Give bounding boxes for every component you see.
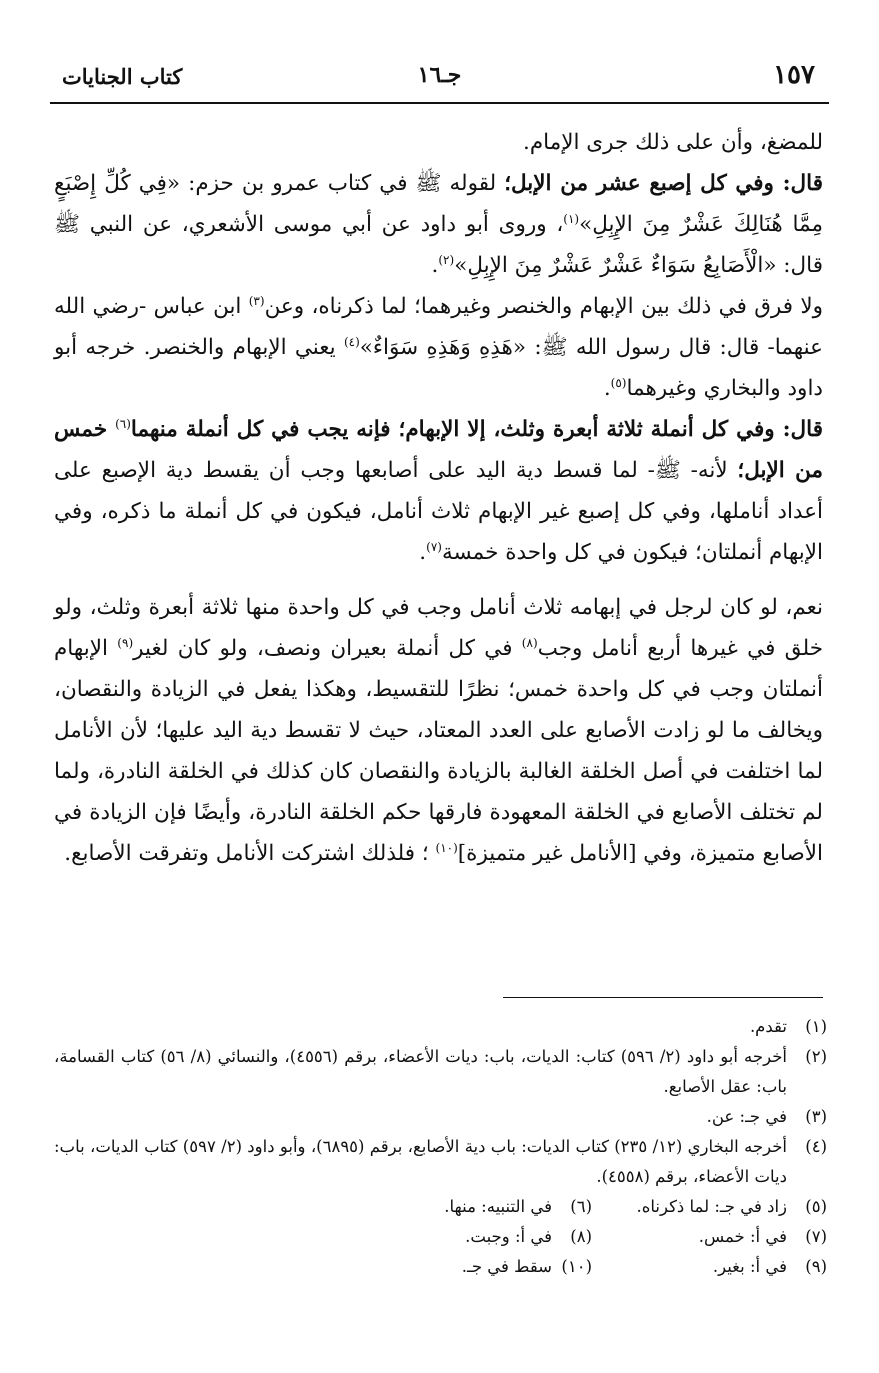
footnote-text: سقط في جـ. — [461, 1257, 552, 1276]
footnote-divider — [503, 997, 823, 998]
paragraph — [54, 122, 823, 163]
text-run: في كل أنملة بعيران ونصف، ولو كان لغير — [133, 636, 522, 661]
footnote-ref: (٧) — [426, 539, 442, 554]
footnote-number: (٤) — [805, 1137, 827, 1156]
text-run: . — [603, 376, 611, 401]
text-run: للمضغ، وأن على ذلك جرى الإمام. — [523, 130, 823, 155]
paragraph — [54, 409, 823, 573]
footnote — [54, 1102, 827, 1132]
footnote — [54, 1132, 827, 1192]
text-run: نعم، لو كان لرجل في إبهامه ثلاث أنامل وجب في كل واحدة منها ثلاثة أبعرة وثلث، ولو خلق في غيرها أربع أنامل وجب — [54, 595, 823, 661]
footnote-ref: (٢) — [438, 252, 455, 267]
text-run: يعني الإبهام والخنصر. خرجه أبو داود والبخاري وغيرهما — [54, 335, 823, 401]
footnote-number: (١) — [805, 1017, 827, 1036]
footnote-number: (٥) — [805, 1197, 827, 1216]
bold-text: قال: وفي كل إصبع عشر من الإبل؛ — [504, 171, 823, 196]
volume-label: جـ١٦ — [417, 62, 462, 88]
footnote-number: (٣) — [805, 1107, 827, 1126]
footnote-number: (٨) — [570, 1227, 592, 1246]
paragraph — [54, 163, 823, 286]
footnote — [592, 1252, 827, 1282]
bold-text: خمس من الإبل؛ — [54, 417, 823, 483]
text-run: ابن عباس -رضي الله عنهما- قال: قال رسول الله ﷺ: «هَذِهِ وَهَذِهِ سَوَاءٌ» — [54, 294, 824, 360]
footnotes — [54, 1012, 827, 1282]
page-header — [50, 58, 829, 98]
footnote-number: (٢) — [805, 1047, 827, 1066]
footnote — [357, 1222, 592, 1252]
text-run: . — [419, 540, 427, 565]
footnote-pair-row — [54, 1192, 827, 1222]
page-number: ١٥٧ — [773, 60, 815, 90]
footnote-text: في التنبيه: منها. — [444, 1197, 552, 1216]
footnote-ref: (٦) — [115, 416, 131, 431]
text-run: ، وروى أبو داود عن أبي موسى الأشعري، عن النبي ﷺ قال: «الْأَصَابِعُ سَوَاءٌ عَشْرٌ عَشْرٌ مِنَ الإِبِلِ» — [54, 212, 823, 278]
chapter-title: كتاب الجنايات — [62, 64, 183, 89]
footnote — [357, 1252, 592, 1282]
text-run: ؛ فلذلك اشتركت الأنامل وتفرقت الأصابع. — [64, 841, 436, 866]
footnote-number: (٦) — [570, 1197, 592, 1216]
footnote-pair-row — [54, 1222, 827, 1252]
footnote — [357, 1192, 592, 1222]
text-run: ولا فرق في ذلك بين الإبهام والخنصر وغيرهما؛ لما ذكرناه، وعن — [264, 294, 823, 319]
footnote — [54, 1042, 827, 1102]
footnote-text: في أ: خمس. — [698, 1227, 787, 1246]
footnote-ref: (١٠) — [435, 840, 458, 855]
footnote — [592, 1192, 827, 1222]
header-divider — [50, 102, 829, 104]
text-run: الإبهام أنملتان وجب في كل واحدة خمس؛ نظرًا للتقسيط، وهكذا يفعل في الزيادة والنقصان، ويخالف ما لو زادت الأصابع على العدد المعتاد، حيث لا تقسط دية اليد عليها؛ لأن الأنامل لما اختلفت في أصل الخلقة الغالبة بالزيادة والنقصان كان كذلك في الخلقة النادرة، ولما لم تختلف الأصابع في الخلقة المعهودة فارقها حكم الخلقة النادرة، وأيضًا فإن الزيادة في الأصابع متميزة، وفي [الأنامل غير متميزة] — [54, 636, 823, 866]
footnote-ref: (٨) — [521, 635, 538, 650]
footnote-ref: (٥) — [610, 375, 627, 390]
footnote-number: (١٠) — [561, 1257, 592, 1276]
footnote-text: أخرجه البخاري (١٢/ ٢٣٥) كتاب الديات: باب دية الأصابع، برقم (٦٨٩٥)، وأبو داود (٢/ ٥٩٧) كتاب الديات، باب: ديات الأعضاء، برقم (٤٥٥٨). — [54, 1137, 788, 1186]
footnote-number: (٩) — [805, 1257, 827, 1276]
footnote-text: تقدم. — [749, 1017, 787, 1036]
paragraph — [54, 587, 823, 874]
paragraph — [54, 286, 823, 409]
footnote — [54, 1012, 827, 1042]
footnote-text: أخرجه أبو داود (٢/ ٥٩٦) كتاب: الديات، باب: ديات الأعضاء، برقم (٤٥٥٦)، والنسائي (٨/ ٥٦) كتاب القسامة، باب: عقل الأصابع. — [54, 1047, 787, 1096]
footnote-text: زاد في جـ: لما ذكرناه. — [636, 1197, 787, 1216]
footnote-ref: (١) — [563, 211, 580, 226]
text-run: لقوله ﷺ في كتاب عمرو بن حزم: «فِي كُلِّ إِصْبَعٍ مِمَّا هُنَالِكَ عَشْرٌ مِنَ الإِبِلِ» — [54, 171, 823, 237]
footnote — [592, 1222, 827, 1252]
text-run: . — [431, 253, 439, 278]
footnote-ref: (٣) — [248, 293, 265, 308]
main-text — [54, 122, 823, 874]
footnote-ref: (٩) — [117, 635, 134, 650]
footnote-text: في جـ: عن. — [706, 1107, 787, 1126]
footnote-pair-row — [54, 1252, 827, 1282]
text-run: لأنه- ﷺ- لما قسط دية اليد على أصابعها وجب أن يقسط دية الإصبع على أعداد أناملها، وفي كل إصبع غير الإبهام ثلاث أنامل، فيكون في كل أنملة ما ذكره، وفي الإبهام أنملتان؛ فيكون في كل واحدة خمسة — [54, 458, 823, 565]
bold-text: قال: وفي كل أنملة ثلاثة أبعرة وثلث، إلا الإبهام؛ فإنه يجب في كل أنملة منهما — [130, 417, 823, 442]
footnote-number: (٧) — [805, 1227, 827, 1246]
footnote-ref: (٤) — [343, 334, 360, 349]
footnote-text: في أ: بغير. — [712, 1257, 787, 1276]
footnote-text: في أ: وجبت. — [465, 1227, 552, 1246]
